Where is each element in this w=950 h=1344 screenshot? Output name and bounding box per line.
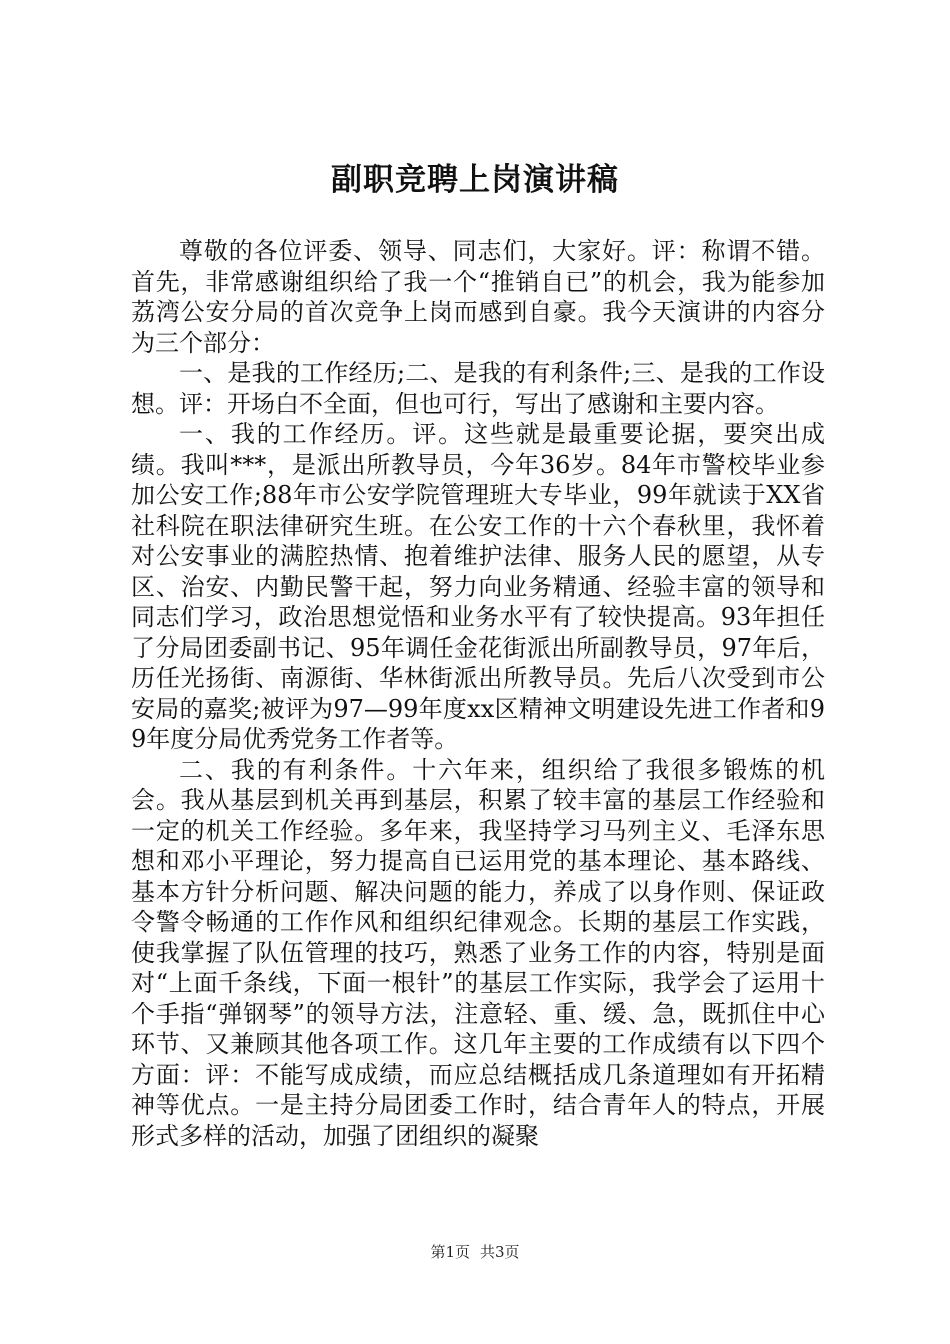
paragraph-greeting: 尊敬的各位评委、领导、同志们，大家好。评：称谓不错。首先，非常感谢组织给了我一个“推销自已”的机会，我为能参加荔湾公安分局的首次竞争上岗而感到自豪。我今天演讲的内容分为三个部分： (131, 237, 825, 357)
document-title: 副职竞聘上岗演讲稿 (331, 162, 619, 198)
paragraph-outline: 一、是我的工作经历;二、是我的有利条件;三、是我的工作设想。评：开场白不全面，但也可行，写出了感谢和主要内容。 (131, 359, 825, 418)
page-footer (0, 1242, 950, 1262)
document-body (131, 236, 825, 1151)
page-number: 第1页 (430, 1243, 470, 1261)
paragraph-work-experience: 一、我的工作经历。评。这些就是最重要论据，要突出成绩。我叫***，是派出所教导员，今年36岁。84年市警校毕业参加公安工作;88年市公安学院管理班大专毕业，99年就读于XX省社科院在职法律研究生班。在公安工作的十六个春秋里，我怀着对公安事业的满腔热情、抱着维护法律、服务人民的愿望，从专区、治安、内勤民警干起，努力向业务精通、经验丰富的领导和同志们学习，政治思想觉悟和业务水平有了较快提高。93年担任了分局团委副书记、95年调任金花街派出所副教导员，97年后，历任光扬街、南源街、华林街派出所教导员。先后八次受到市公安局的嘉奖;被评为97—99年度xx区精神文明建设先进工作者和99年度分局优秀党务工作者等。 (131, 420, 825, 753)
page-total: 共3页 (480, 1243, 520, 1261)
paragraph-advantages: 二、我的有利条件。十六年来，组织给了我很多锻炼的机会。我从基层到机关再到基层，积累了较丰富的基层工作经验和一定的机关工作经验。多年来，我坚持学习马列主义、毛泽东思想和邓小平理论，努力提高自已运用党的基本理论、基本路线、基本方针分析问题、解决问题的能力，养成了以身作则、保证政令警令畅通的工作作风和组织纪律观念。长期的基层工作实践，使我掌握了队伍管理的技巧，熟悉了业务工作的内容，特别是面对“上面千条线，下面一根针”的基层工作实际，我学会了运用十个手指“弹钢琴”的领导方法，注意轻、重、缓、急，既抓住中心环节、又兼顾其他各项工作。这几年主要的工作成绩有以下四个方面：评：不能写成成绩，而应总结概括成几条道理如有开拓精神等优点。一是主持分局团委工作时，结合青年人的特点，开展形式多样的活动，加强了团组织的凝聚 (131, 755, 825, 1150)
